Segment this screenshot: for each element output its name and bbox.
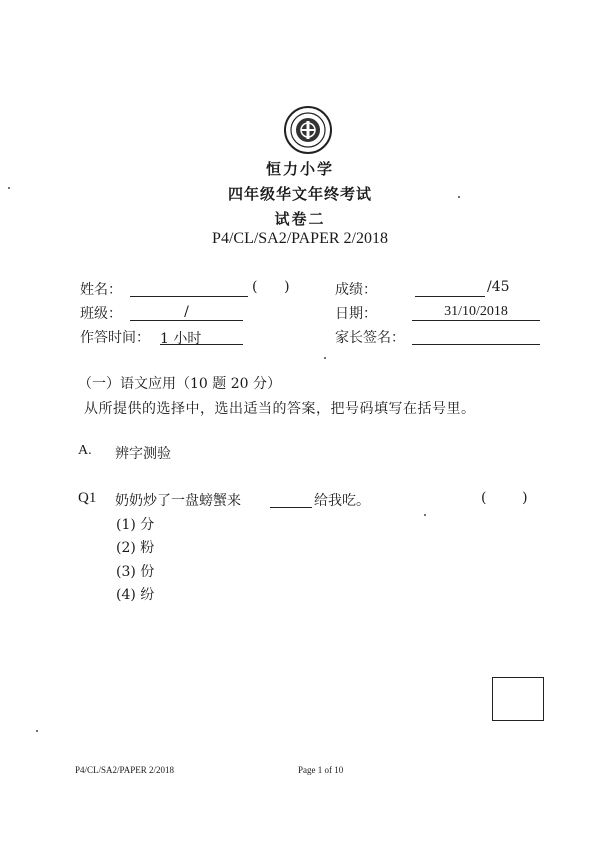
answer-bracket[interactable]: ( ) [481, 490, 528, 506]
scan-speck [458, 196, 460, 198]
score-field[interactable] [415, 280, 485, 297]
time-field: 1 小时 [160, 328, 243, 345]
section-instruction: 从所提供的选择中，选出适当的答案，把号码填写在括号里。 [84, 401, 476, 417]
parent-signature-field[interactable] [412, 328, 540, 345]
score-box[interactable] [492, 677, 544, 721]
question-text-before: 奶奶炒了一盘螃蟹来 [115, 493, 241, 509]
scan-speck [36, 730, 38, 732]
class-label: 班级： [80, 306, 122, 322]
date-field[interactable]: 31/10/2018 [412, 304, 540, 321]
section-title: （一）语文应用（10 题 20 分） [78, 376, 281, 392]
option-2[interactable]: (2) 粉 [116, 540, 155, 556]
time-label: 作答时间： [80, 330, 150, 346]
question-text-after: 给我吃。 [314, 493, 370, 509]
footer-page-number: Page 1 of 10 [298, 765, 344, 775]
school-crest-logo [283, 105, 333, 155]
class-field[interactable]: / [130, 304, 243, 321]
school-name: 恒力小学 [265, 160, 334, 178]
scan-speck [324, 357, 326, 359]
class-number-bracket: ( ) [252, 279, 290, 295]
question-number: Q1 [78, 490, 97, 506]
option-4[interactable]: (4) 纷 [116, 587, 155, 603]
scan-speck [8, 187, 10, 189]
option-1[interactable]: (1) 分 [116, 517, 155, 533]
question-blank[interactable] [270, 491, 312, 508]
paper-title: 试卷二 [274, 210, 326, 228]
name-field[interactable] [130, 280, 248, 297]
part-letter: A. [78, 443, 92, 458]
option-3[interactable]: (3) 份 [116, 564, 155, 580]
scan-speck [424, 514, 426, 516]
paper-code: P4/CL/SA2/PAPER 2/2018 [212, 230, 388, 247]
score-label: 成绩： [335, 282, 377, 298]
part-title: 辨字测验 [115, 446, 171, 462]
exam-title: 四年级华文年终考试 [227, 185, 372, 203]
date-label: 日期： [335, 306, 377, 322]
name-label: 姓名： [80, 282, 122, 298]
footer-code: P4/CL/SA2/PAPER 2/2018 [75, 765, 174, 775]
parent-signature-label: 家长签名： [335, 330, 405, 346]
score-total: /45 [487, 279, 510, 295]
